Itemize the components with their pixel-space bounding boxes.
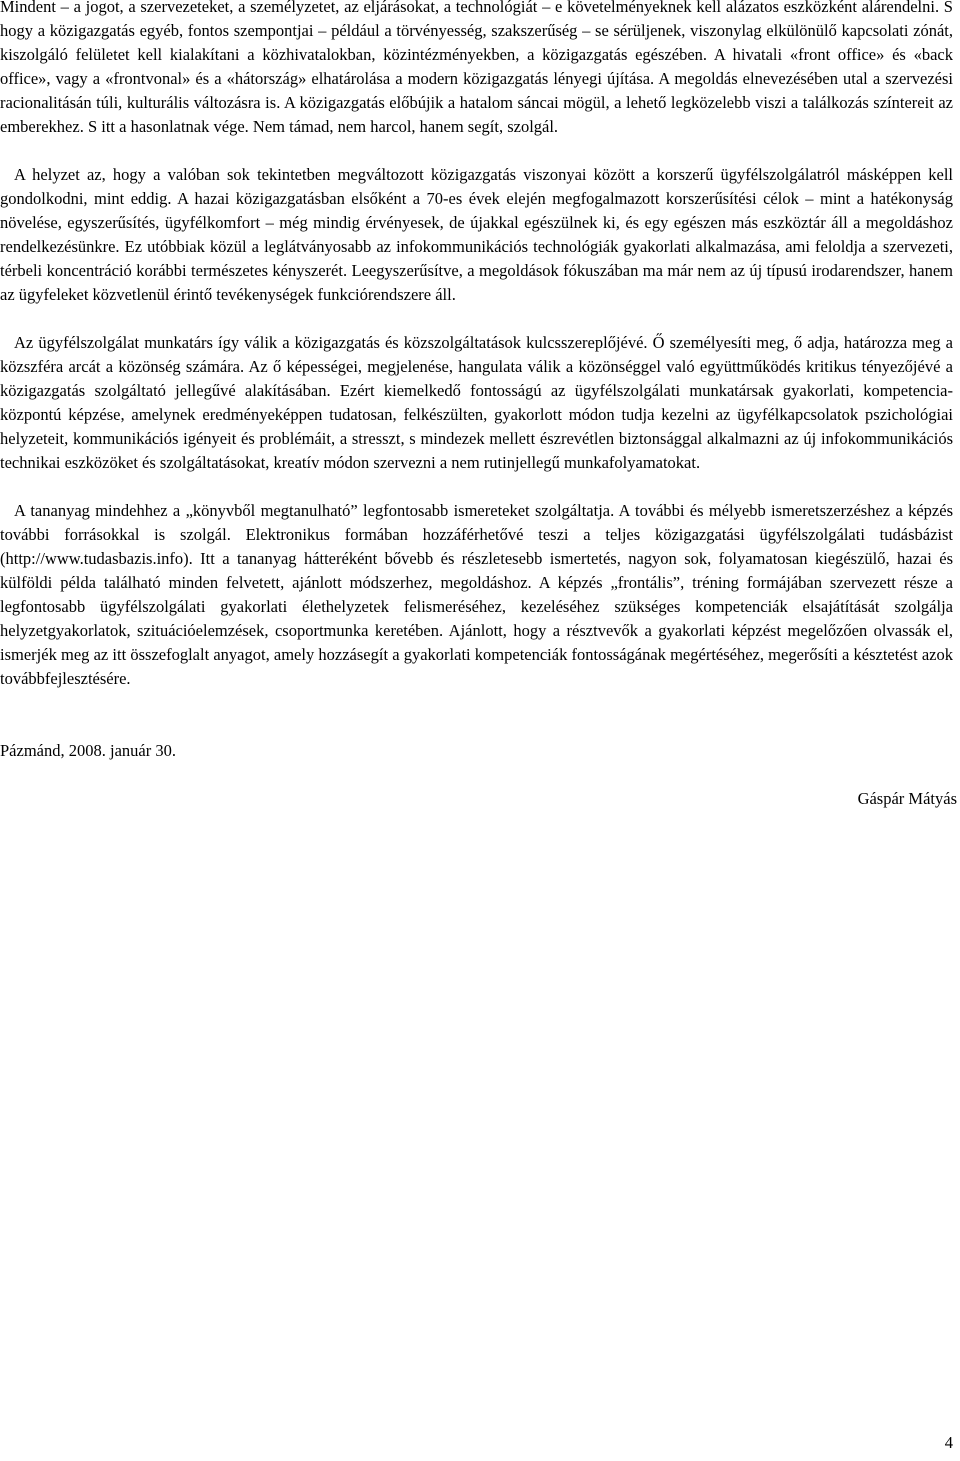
body-paragraph: A tananyag mindehhez a „könyvből megtanulható” legfontosabb ismereteket szolgáltatja. A további és mélyebb ismeretszerzéshez a képzés további forrásokkal is szolgál. Elektronikus formában hozzáférhetővé teszi a teljes közigazgatási ügyfélszolgálati tudásbázist (http://www.tudasbazis.info). Itt a tananyag hátteréként bővebb és részletesebb ismertetés, nagyon sok, folyamatosan kiegészülő, hazai és külföldi példa található minden felvetett, ajánlott módszerhez, megoldáshoz. A képzés „frontális”, tréning formájában szervezett része a legfontosabb ügyfélszolgálati gyakorlati élethelyzetek felismeréséhez, kezeléséhez szükséges kompetenciák elsajátítását szolgálja helyzetgyakorlatok, szituációelemzések, csoportmunka keretében. Ajánlott, hogy a résztvevők a gyakorlati képzést megelőzően olvassák el, ismerjék meg az itt összefoglalt anyagot, amely hozzásegít a gyakorlati kompetenciák fontosságának megértéséhez, megerősíti a késztetést azok továbbfejlesztésére. [0,501,953,688]
author-signature: Gáspár Mátyás [857,789,957,808]
page-number: 4 [944,1433,953,1452]
place-and-date: Pázmánd, 2008. január 30. [0,741,176,760]
body-paragraph: Mindent – a jogot, a szervezeteket, a személyzetet, az eljárásokat, a technológiát – e követelményeknek kell alázatos eszközként alárendelni. S hogy a közigazgatás egyéb, fontos szempontjai – például a törvényesség, szakszerűség – se sérüljenek, viszonylag elkülönülő kapcsolati zónát, kiszolgáló felületet kell kialakítani a közhivatalokban, közintézményekben, a közigazgatás egészében. A hivatali «front office» és «back office», vagy a «frontvonal» és a «hátország» elhatárolása a modern közigazgatás lényegi újítása. A megoldás elnevezésében utal a szervezési racionalitásán túli, kulturális változásra is. A közigazgatás előbújik a hatalom sáncai mögül, a lehető legközelebb viszi a találkozás színtereit az emberekhez. S itt a hasonlatnak vége. Nem támad, nem harcol, hanem segít, szolgál. [0,0,953,136]
body-paragraph: Az ügyfélszolgálat munkatárs így válik a közigazgatás és közszolgáltatások kulcsszereplőjévé. Ő személyesíti meg, ő adja, határozza meg a közszféra arcát a közönség számára. Az ő képességei, megjelenése, hangulata válik a közönséggel való együttműködés kritikus tényezőjévé a közigazgatás szolgáltató jellegűvé alakításában. Ezért kiemelkedő fontosságú az ügyfélszolgálati munkatársak gyakorlati, kompetencia-központú képzése, amelynek eredményeképpen tudatosan, felkészülten, gyakorlott módon tudja kezelni az ügyfélkapcsolatok pszichológiai helyzeteit, kommunikációs igényeit és problémáit, a stresszt, s mindezek mellett észrevétlen biztonsággal alkalmazni az új infokommunikációs technikai eszközöket és szolgáltatásokat, kreatív módon szervezni a nem rutinjellegű munkafolyamatokat. [0,333,953,472]
body-paragraph: A helyzet az, hogy a valóban sok tekintetben megváltozott közigazgatás viszonyai között a korszerű ügyfélszolgálatról másképpen kell gondolkodni, mint eddig. A hazai közigazgatásban elsőként a 70-es évek elején megfogalmazott korszerűsítési célok – mint a hatékonyság növelése, egyszerűsítés, ügyfélkomfort – még mindig érvényesek, de újakkal egészülnek ki, és egy egészen más eszköztár áll a megoldáshoz rendelkezésünkre. Ez utóbbiak közül a leglátványosabb az infokommunikációs technológiák gyakorlati alkalmazása, ami feloldja a szervezeti, térbeli koncentráció korábbi természetes kényszerét. Leegyszerűsítve, a megoldások fókuszában ma már nem az új típusú irodarendszer, hanem az ügyfeleket közvetlenül érintő tevékenységek funkciórendszere áll. [0,165,953,304]
